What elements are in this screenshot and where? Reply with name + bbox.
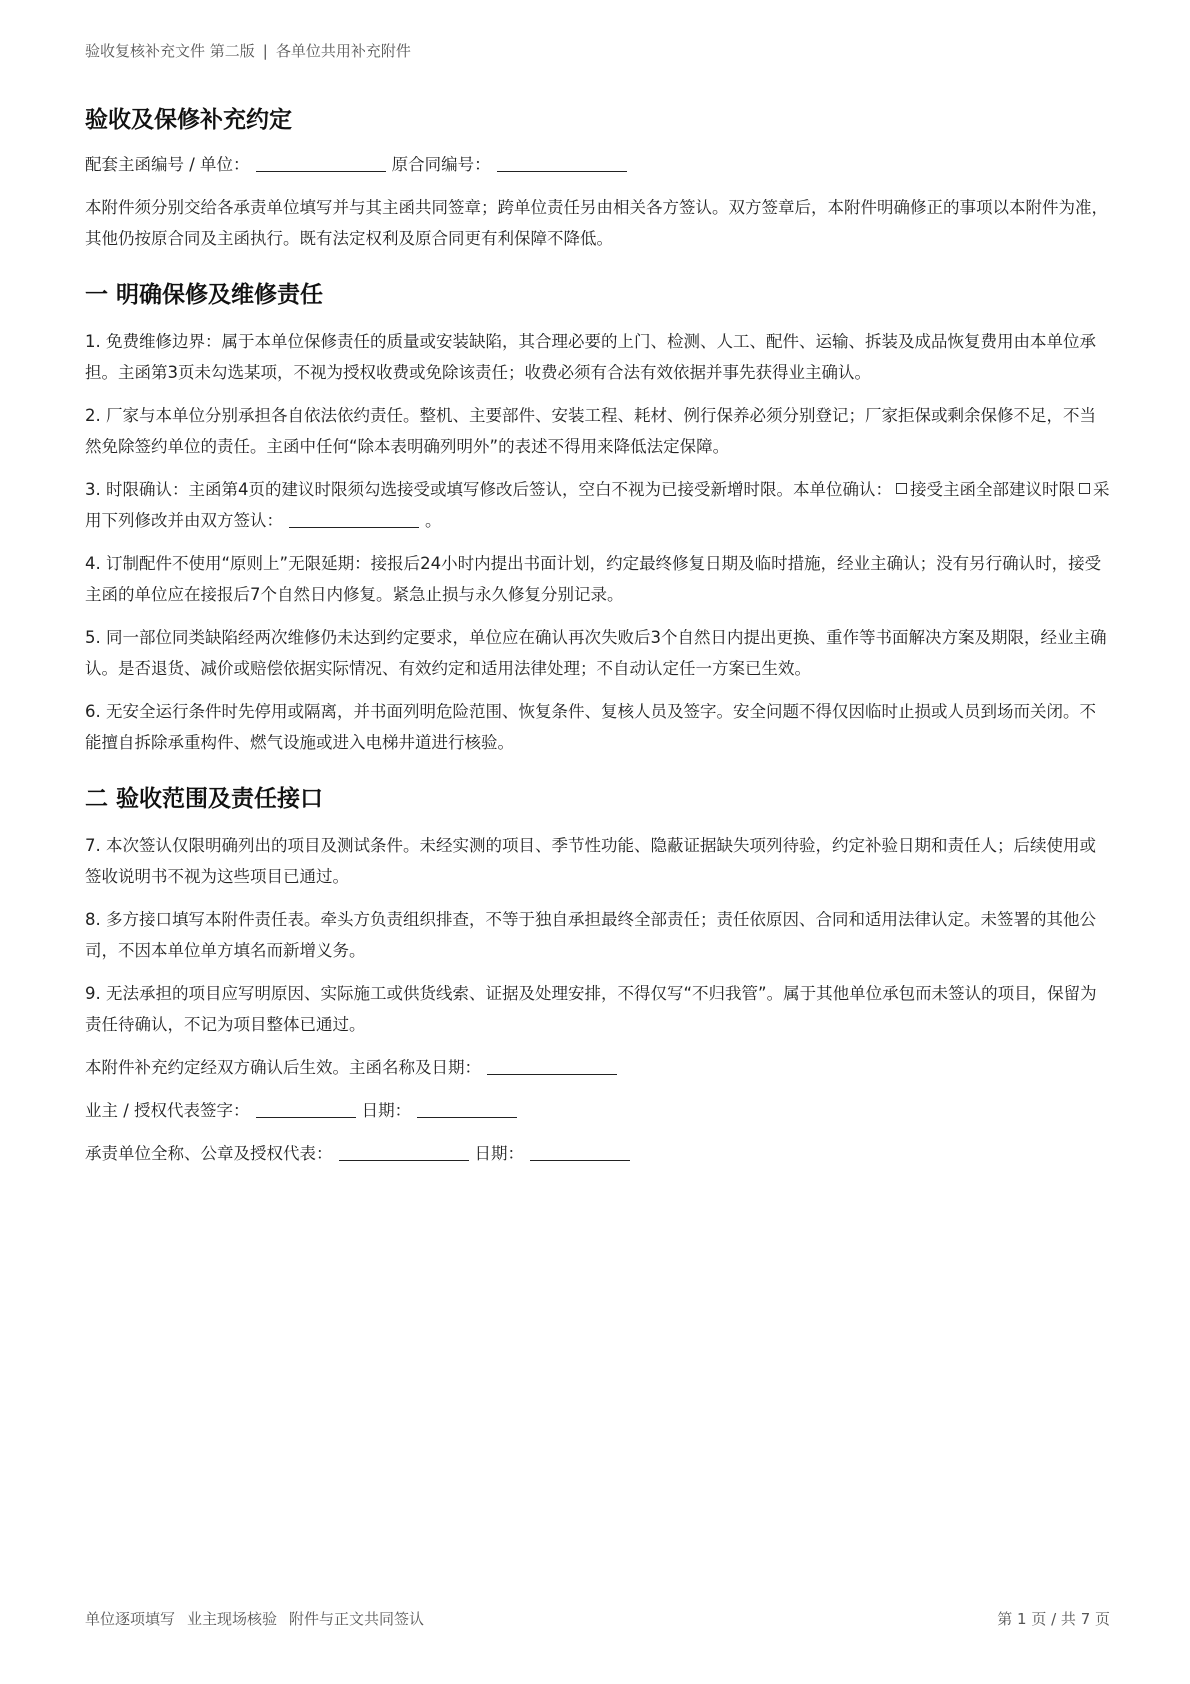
clause-7: 7. 本次签认仅限明确列出的项目及测试条件。未经实测的项目、季节性功能、隐蔽证据缺失项列待验，约定补验日期和责任人；后续使用或签收说明书不视为这些项目已通过。: [85, 836, 1096, 886]
clause-3: [85, 474, 1110, 536]
clause-3-end: 。: [425, 511, 442, 530]
owner-signature-blank[interactable]: [256, 1099, 356, 1118]
unit-signature-label: 承责单位全称、公章及授权代表：: [85, 1144, 333, 1163]
unit-signature-line: [85, 1138, 1110, 1169]
intro-paragraph: 本附件须分别交给各承责单位填写并与其主函共同签章；跨单位责任另由相关各方签认。双方签章后，本附件明确修正的事项以本附件为准，其他仍按原合同及主函执行。既有法定权利及原合同更有利保障不降低。: [85, 198, 1108, 248]
footer-note-1: 单位逐项填写: [85, 1610, 176, 1628]
owner-signature-label: 业主 / 授权代表签字：: [85, 1101, 250, 1120]
section-1-title: 一 明确保修及维修责任: [85, 282, 324, 308]
document-title: 验收及保修补充约定: [85, 107, 292, 133]
unit-date-label: 日期：: [474, 1144, 524, 1163]
page-number: 第 1 页 / 共 7 页: [997, 1610, 1110, 1628]
clause-5: 5. 同一部位同类缺陷经两次维修仍未达到约定要求，单位应在确认再次失败后3个自然日内提出更换、重作等书面解决方案及期限，经业主确认。是否退货、减价或赔偿依据实际情况、有效约定和适用法律处理；不自动认定任一方案已生效。: [85, 628, 1107, 678]
section-2-title: 二 验收范围及责任接口: [85, 786, 324, 812]
modify-checkbox[interactable]: [1079, 483, 1090, 494]
clause-4: 4. 订制配件不使用“原则上”无限延期：接报后24小时内提出书面计划，约定最终修复日期及临时措施，经业主确认；没有另行确认时，接受主函的单位应在接报后7个自然日内修复。紧急止损与永久修复分别记录。: [85, 554, 1102, 604]
clause-3-text: 3. 时限确认：主函第4页的建议时限须勾选接受或填写修改后签认，空白不视为已接受新增时限。本单位确认：: [85, 480, 892, 499]
owner-signature-line: [85, 1095, 1110, 1126]
clause-2: 2. 厂家与本单位分别承担各自依法依约责任。整机、主要部件、安装工程、耗材、例行保养必须分别登记；厂家拒保或剩余保修不足，不当然免除签约单位的责任。主函中任何“除本表明确列明外”的表述不得用来降低法定保障。: [85, 406, 1096, 456]
running-header: [85, 40, 411, 62]
contract-number-label: 原合同编号：: [391, 155, 491, 174]
effective-label: 本附件补充约定经双方确认后生效。主函名称及日期：: [85, 1058, 481, 1077]
header-doc-name: 验收复核补充文件 第二版: [85, 42, 255, 60]
owner-date-label: 日期：: [361, 1101, 412, 1120]
header-separator: |: [262, 42, 268, 60]
footer-note-2: 业主现场核验: [187, 1610, 278, 1628]
document-body: [85, 102, 1110, 1181]
accept-all-checkbox[interactable]: [896, 483, 907, 494]
clause-1: 1. 免费维修边界：属于本单位保修责任的质量或安装缺陷，其合理必要的上门、检测、人工、配件、运输、拆装及成品恢复费用由本单位承担。主函第3页未勾选某项，不视为授权收费或免除该责任；收费必须有合法有效依据并事先获得业主确认。: [85, 332, 1096, 382]
clause-8: 8. 多方接口填写本附件责任表。牵头方负责组织排查，不等于独自承担最终全部责任；责任依原因、合同和适用法律认定。未签署的其他公司，不因本单位单方填名而新增义务。: [85, 910, 1096, 960]
footer-note-3: 附件与正文共同签认: [289, 1610, 425, 1628]
header-scope: 各单位共用补充附件: [275, 42, 411, 60]
main-letter-label: 配套主函编号 / 单位：: [85, 155, 250, 174]
clause-6: 6. 无安全运行条件时先停用或隔离，并书面列明危险范围、恢复条件、复核人员及签字。安全问题不得仅因临时止损或人员到场而关闭。不能擅自拆除承重构件、燃气设施或进入电梯井道进行核验。: [85, 702, 1096, 752]
main-letter-name-date-blank[interactable]: [487, 1056, 617, 1075]
clause-9: 9. 无法承担的项目应写明原因、实际施工或供货线索、证据及处理安排，不得仅写“不归我管”。属于其他单位承包而未签认的项目，保留为责任待确认，不记为项目整体已通过。: [85, 984, 1097, 1034]
unit-date-blank[interactable]: [530, 1142, 630, 1161]
owner-date-blank[interactable]: [417, 1099, 517, 1118]
accept-all-label: 接受主函全部建议时限: [910, 480, 1075, 499]
unit-signature-blank[interactable]: [339, 1142, 469, 1161]
modification-blank[interactable]: [289, 509, 419, 528]
footer-notes: [85, 1608, 424, 1630]
contract-number-blank[interactable]: [497, 153, 627, 172]
modify-label: 采用下列修改并由双方签认：: [85, 480, 1110, 530]
running-footer: [85, 1608, 1110, 1630]
reference-line: [85, 149, 1110, 180]
effective-line: [85, 1052, 1110, 1083]
main-letter-blank[interactable]: [256, 153, 386, 172]
